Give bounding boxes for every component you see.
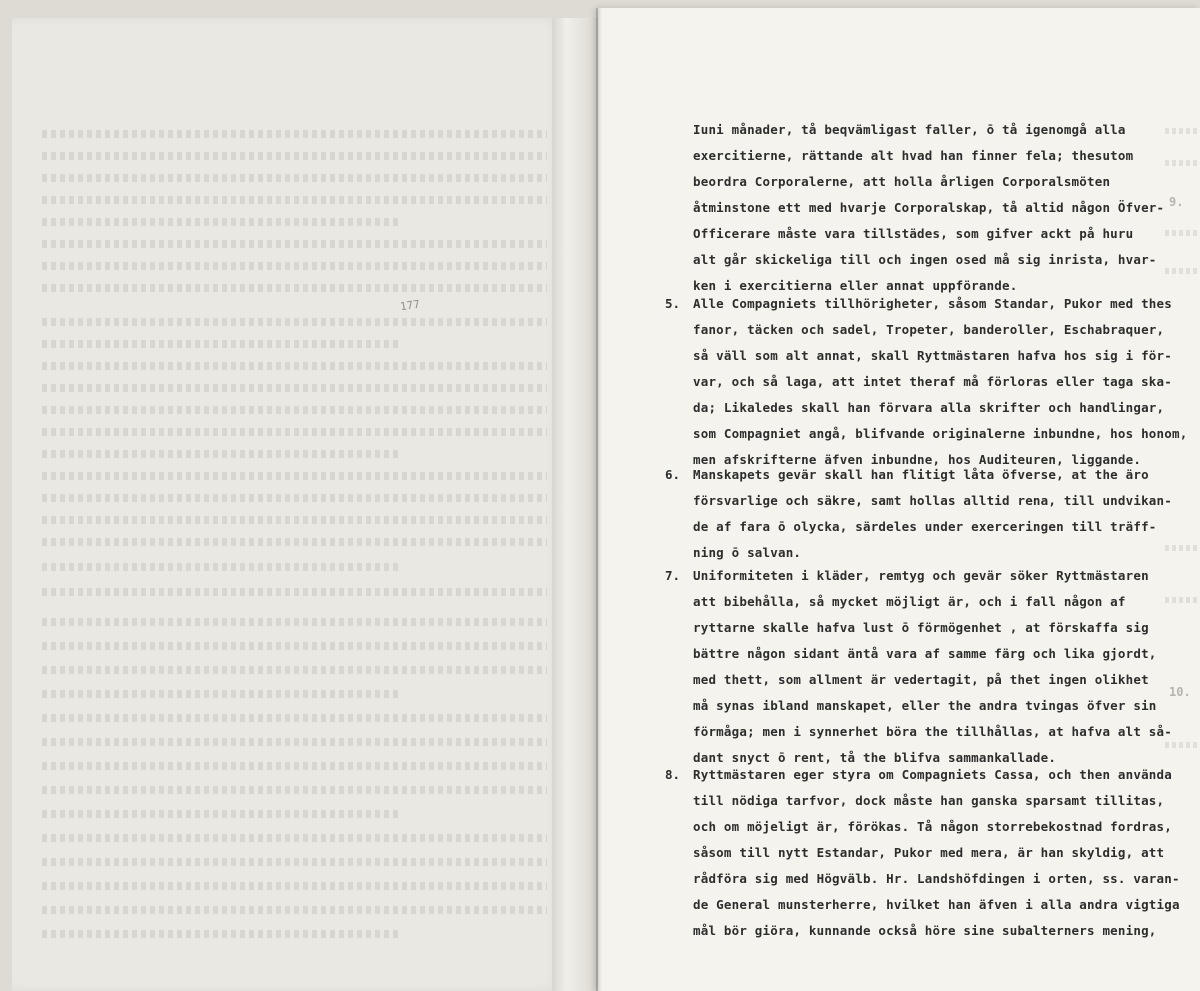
bleedthrough-line: [42, 642, 547, 650]
text-line: förmåga; men i synnerhet böra the tillhållas, at hafva alt så-: [693, 724, 1172, 739]
bleedthrough-line: [42, 858, 547, 866]
bleedthrough-line: [42, 834, 547, 842]
text-line: beordra Corporalerne, att holla årligen Corporalsmöten: [693, 174, 1111, 189]
bleedthrough-line: [42, 618, 547, 626]
bleedthrough-line: [42, 810, 402, 818]
bleedthrough-line: [42, 196, 547, 204]
bleedthrough-line: [42, 930, 402, 938]
section-number: 8.: [665, 767, 681, 782]
edge-bleed-number: 9.: [1169, 195, 1184, 209]
bleedthrough-line: [42, 362, 547, 370]
bleedthrough-line: [42, 130, 547, 138]
bleedthrough-line: [42, 714, 547, 722]
text-line: bättre någon sidant äntå vara af samme färg och lika gjordt,: [693, 646, 1157, 661]
bleedthrough-line: [42, 262, 547, 270]
bleedthrough-line: [42, 882, 547, 890]
text-line: som Compagniet angå, blifvande originalerne inbundne, hos honom,: [693, 426, 1188, 441]
text-line: att bibehålla, så mycket möjligt är, och i fall någon af: [693, 594, 1126, 609]
bleedthrough-line: [42, 538, 547, 546]
text-line: de af fara ō olycka, särdeles under exerceringen till träff-: [693, 519, 1157, 534]
text-line: dant snyct ō rent, tå the blifva sammankallade.: [693, 750, 1057, 765]
section-number: 6.: [665, 467, 681, 482]
section-number: 7.: [665, 568, 681, 583]
text-line: åtminstone ett med hvarje Corporalskap, tå altid någon Öfver-: [693, 200, 1165, 215]
text-line: var, och så laga, att intet theraf må förloras eller taga ska-: [693, 374, 1172, 389]
text-line: ken i exercitierna eller annat uppförande.: [693, 278, 1018, 293]
edge-bleed-line: [1165, 742, 1199, 748]
bleedthrough-line: [42, 563, 402, 571]
text-line: rådföra sig med Högvälb. Hr. Landshöfdingen i orten, ss. varan-: [693, 871, 1180, 886]
bleedthrough-line: [42, 174, 547, 182]
bleedthrough-line: [42, 588, 547, 596]
left-page-bleedthrough: [12, 18, 560, 991]
section-number: 5.: [665, 296, 681, 311]
text-line: exercitierne, rättande alt hvad han finner fela; thesutom: [693, 148, 1134, 163]
bleedthrough-line: [42, 406, 547, 414]
bleedthrough-line: [42, 472, 547, 480]
bleedthrough-line: [42, 450, 402, 458]
text-line: ryttarne skalle hafva lust ō förmögenhet , at förskaffa sig: [693, 620, 1149, 635]
text-line: alt går skickeliga till och ingen osed må sig inrista, hvar-: [693, 252, 1157, 267]
text-line: Officerare måste vara tillstädes, som gifver ackt på huru: [693, 226, 1134, 241]
bleedthrough-line: [42, 218, 402, 226]
bleedthrough-line: [42, 738, 547, 746]
bleedthrough-line: [42, 240, 547, 248]
text-line: må synas ibland manskapet, eller the andra tvingas öfver sin: [693, 698, 1157, 713]
text-line: försvarlige och säkre, samt hollas alltid rena, till undvikan-: [693, 493, 1172, 508]
bleedthrough-line: [42, 318, 547, 326]
fold-shadow: [596, 8, 602, 991]
bleedthrough-line: [42, 428, 547, 436]
edge-bleed-number: 10.: [1169, 685, 1191, 699]
text-line: till nödiga tarfvor, dock måste han ganska sparsamt tillitas,: [693, 793, 1165, 808]
bleedthrough-line: [42, 384, 547, 392]
edge-bleed-line: [1165, 597, 1199, 603]
left-page-ghost-mark: 177: [399, 297, 421, 314]
text-line: men afskrifterne äfven inbundne, hos Auditeuren, liggande.: [693, 452, 1142, 467]
text-line: Ryttmästaren eger styra om Compagniets Cassa, och then använda: [693, 767, 1172, 782]
text-line: och om möjeligt är, förökas. Tå någon storrebekostnad fordras,: [693, 819, 1172, 834]
bleedthrough-line: [42, 906, 547, 914]
text-line: Iuni månader, tå beqvämligast faller, ō tå igenomgå alla: [693, 122, 1126, 137]
text-line: Uniformiteten i kläder, remtyg och gevär söker Ryttmästaren: [693, 568, 1149, 583]
bleedthrough-line: [42, 762, 547, 770]
text-line: da; Likaledes skall han förvara alla skrifter och handlingar,: [693, 400, 1165, 415]
bleedthrough-line: [42, 690, 402, 698]
text-line: Manskapets gevär skall han flitigt låta öfverse, at the äro: [693, 467, 1149, 482]
text-line: ning ō salvan.: [693, 545, 802, 560]
edge-bleed-line: [1165, 230, 1199, 236]
bleedthrough-line: [42, 516, 547, 524]
edge-bleed-line: [1165, 128, 1199, 134]
edge-bleed-line: [1165, 545, 1199, 551]
text-line: med thett, som allment är vedertagit, på thet ingen olikhet: [693, 672, 1149, 687]
text-line: Alle Compagniets tillhörigheter, såsom Standar, Pukor med thes: [693, 296, 1172, 311]
bleedthrough-line: [42, 152, 547, 160]
bleedthrough-line: [42, 666, 547, 674]
bleedthrough-line: [42, 340, 402, 348]
text-line: de General munsterherre, hvilket han äfven i alla andra vigtiga: [693, 897, 1180, 912]
bleedthrough-line: [42, 284, 547, 292]
edge-bleed-line: [1165, 268, 1199, 274]
text-line: fanor, täcken och sadel, Tropeter, banderoller, Eschabraquer,: [693, 322, 1165, 337]
text-line: såsom till nytt Estandar, Pukor med mera, är han skyldig, att: [693, 845, 1165, 860]
text-line: så väll som alt annat, skall Ryttmästaren hafva hos sig i för-: [693, 348, 1172, 363]
bleedthrough-line: [42, 786, 547, 794]
edge-bleed-line: [1165, 160, 1199, 166]
bleedthrough-line: [42, 494, 547, 502]
text-line: mål bör giöra, kunnande också höre sine subalterners mening,: [693, 923, 1157, 938]
book-spine: [552, 18, 600, 991]
